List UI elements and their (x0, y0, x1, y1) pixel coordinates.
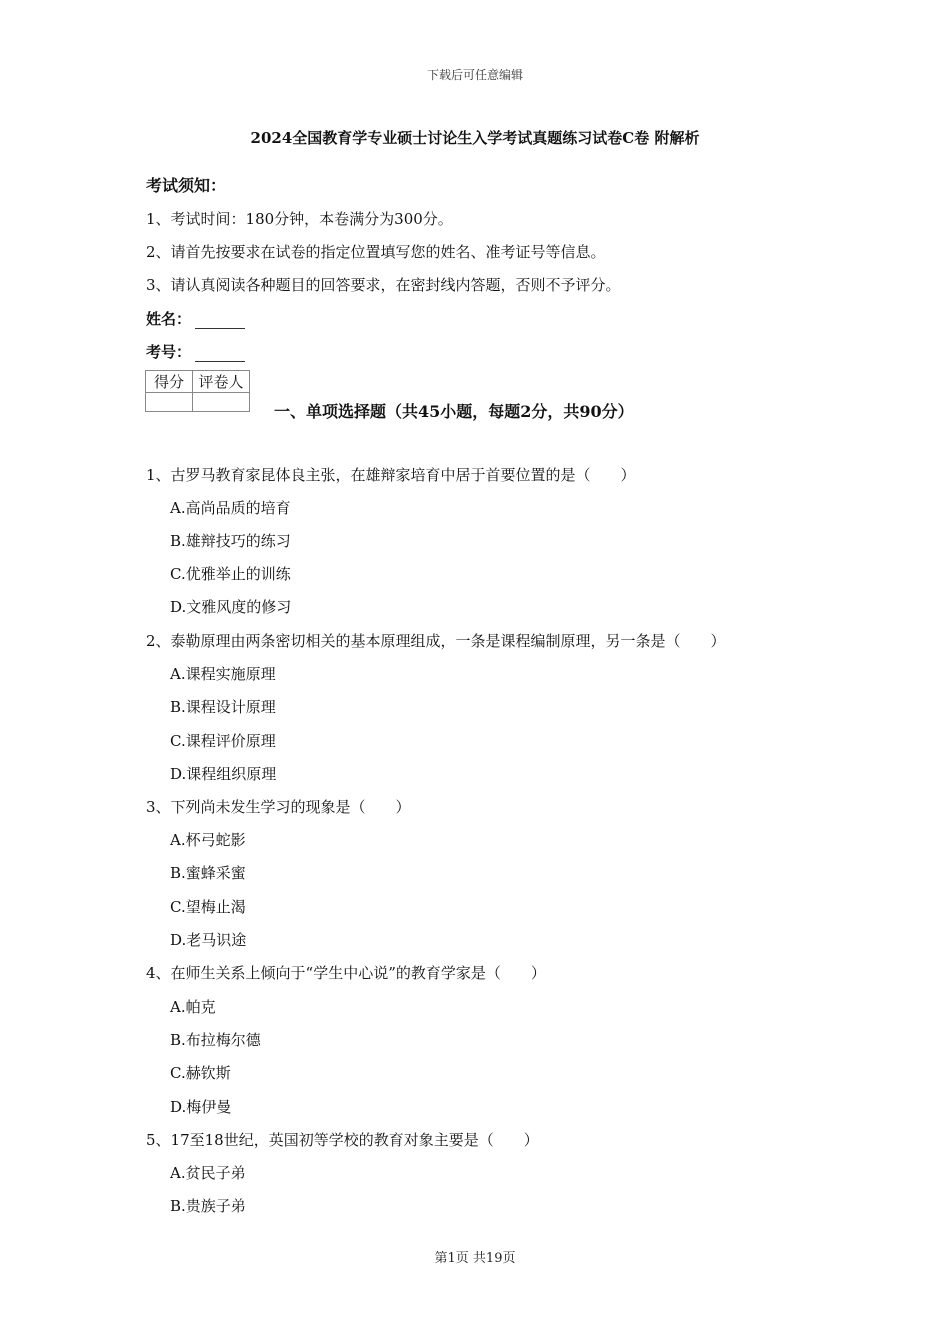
grader-cell (193, 393, 250, 412)
score-header: 得分 (146, 371, 193, 393)
score-table (145, 370, 250, 412)
name-blank[interactable] (195, 314, 245, 329)
notice-heading: 考试须知： (146, 176, 227, 195)
notice-rule: 3、请认真阅读各种题目的回答要求，在密封线内答题，否则不予评分。 (146, 276, 621, 294)
question-stem: 2、泰勒原理由两条密切相关的基本原理组成，一条是课程编制原理，另一条是（ ） (146, 632, 726, 650)
name-label: 姓名： (146, 310, 192, 328)
notice-rule: 1、考试时间：180分钟，本卷满分为300分。 (146, 210, 453, 228)
score-cell (146, 393, 193, 412)
answer-option: A.杯弓蛇影 (170, 831, 246, 849)
answer-option: B.布拉梅尔德 (170, 1031, 261, 1049)
answer-option: D.课程组织原理 (170, 765, 277, 783)
page-footer: 第1页 共19页 (434, 1251, 516, 1266)
question-stem: 3、下列尚未发生学习的现象是（ ） (146, 798, 411, 816)
notice-rule: 2、请首先按要求在试卷的指定位置填写您的姓名、准考证号等信息。 (146, 243, 606, 261)
answer-option: B.雄辩技巧的练习 (170, 532, 291, 550)
answer-option: D.梅伊曼 (170, 1098, 232, 1116)
name-field (146, 308, 245, 329)
question-stem: 1、古罗马教育家昆体良主张，在雄辩家培育中居于首要位置的是（ ） (146, 466, 636, 484)
answer-option: D.文雅风度的修习 (170, 598, 292, 616)
exam-number-field (146, 341, 245, 362)
document-title: 2024全国教育学专业硕士讨论生入学考试真题练习试卷C卷 附解析 (250, 129, 700, 147)
exam-number-label: 考号： (146, 343, 192, 361)
answer-option: C.课程评价原理 (170, 732, 276, 750)
answer-option: A.帕克 (170, 998, 216, 1016)
answer-option: C.赫钦斯 (170, 1064, 231, 1082)
exam-number-blank[interactable] (195, 347, 245, 362)
answer-option: A.高尚品质的培育 (170, 499, 291, 517)
answer-option: B.蜜蜂采蜜 (170, 864, 246, 882)
section-title: 一、单项选择题（共45小题，每题2分，共90分） (274, 402, 634, 421)
question-stem: 5、17至18世纪，英国初等学校的教育对象主要是（ ） (146, 1131, 539, 1149)
header-note: 下载后可任意编辑 (426, 68, 523, 82)
answer-option: C.望梅止渴 (170, 898, 246, 916)
grader-header: 评卷人 (193, 371, 250, 393)
answer-option: D.老马识途 (170, 931, 247, 949)
answer-option: B.课程设计原理 (170, 698, 276, 716)
answer-option: C.优雅举止的训练 (170, 565, 291, 583)
question-stem: 4、在师生关系上倾向于“学生中心说”的教育学家是（ ） (146, 964, 546, 982)
answer-option: B.贵族子弟 (170, 1197, 246, 1215)
answer-option: A.贫民子弟 (170, 1164, 246, 1182)
answer-option: A.课程实施原理 (170, 665, 276, 683)
